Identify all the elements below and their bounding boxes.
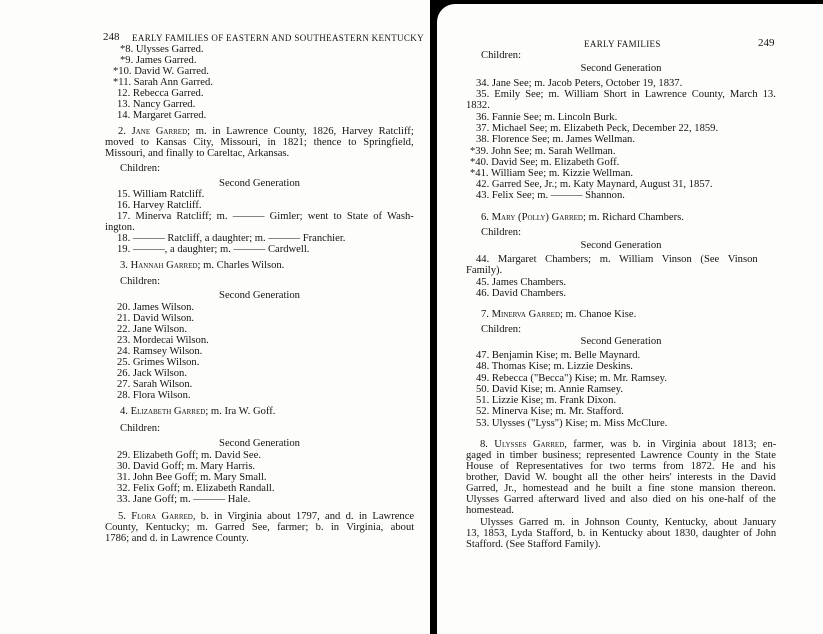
right-text-line: 35. Emily See; m. William Short in Lawrence County, March 13. bbox=[476, 89, 776, 100]
right-text-line: 1832. bbox=[466, 100, 490, 111]
left-text-line: 3. Hannah Garred; m. Charles Wilson. bbox=[120, 260, 285, 271]
left-text-line: 28. Flora Wilson. bbox=[117, 390, 191, 401]
right-text-line: 53. Ulysses ("Lyss") Kise; m. Miss McClure. bbox=[476, 418, 668, 429]
right-running-head: EARLY FAMILIES bbox=[584, 39, 661, 49]
right-text-line: 37. Michael See; m. Elizabeth Peck, December 22, 1859. bbox=[476, 123, 719, 134]
right-text-line: 51. Lizzie Kise; m. Frank Dixon. bbox=[476, 395, 617, 406]
right-text-line: 49. Rebecca ("Becca") Kise; m. Mr. Ramsey. bbox=[476, 373, 667, 384]
right-text-line: 50. David Kise; m. Annie Ramsey. bbox=[476, 384, 624, 395]
right-text-line: Children: bbox=[481, 50, 522, 61]
left-text-line: 27. Sarah Wilson. bbox=[117, 379, 193, 390]
left-text-line: 13. Nancy Garred. bbox=[117, 99, 196, 110]
right-text-line: Second Generation bbox=[580, 63, 662, 74]
left-text-line: ington. bbox=[105, 222, 135, 233]
right-text-line: Second Generation bbox=[580, 240, 662, 251]
left-text-line: 21. David Wilson. bbox=[117, 313, 195, 324]
right-text-line: Children: bbox=[481, 324, 522, 335]
right-text-line: 47. Benjamin Kise; m. Belle Maynard. bbox=[476, 350, 641, 361]
right-text-line: 48. Thomas Kise; m. Lizzie Deskins. bbox=[476, 361, 633, 372]
left-text-line: 1786; and d. in Lawrence County. bbox=[105, 533, 249, 544]
left-text-line: 20. James Wilson. bbox=[117, 302, 195, 313]
right-text-line: 34. Jane See; m. Jacob Peters, October 19, 1837. bbox=[476, 78, 683, 89]
left-text-line: 15. William Ratcliff. bbox=[117, 189, 205, 200]
right-text-line: Children: bbox=[481, 227, 522, 238]
left-text-line: Children: bbox=[120, 163, 161, 174]
left-text-line: *9. James Garred. bbox=[120, 55, 197, 66]
right-family-head-name: Ulysses Garred bbox=[494, 439, 565, 450]
left-family-head-name: Hannah Garred bbox=[130, 260, 198, 271]
left-text-line: 17. Minerva Ratcliff; m. ——— Gimler; went to State of Wash- bbox=[117, 211, 414, 222]
right-text-line: *40. David See; m. Elizabeth Goff. bbox=[470, 157, 620, 168]
right-text-line: Stafford. (See Stafford Family). bbox=[466, 539, 601, 550]
right-text-line: 45. James Chambers. bbox=[476, 277, 567, 288]
right-text-line: *41. William See; m. Kizzie Wellman. bbox=[470, 168, 634, 179]
left-text-line: County, Kentucky; m. Garred See, farmer; b. in Virginia, about bbox=[105, 522, 415, 533]
right-text-line: 44. Margaret Chambers; m. William Vinson (See Vinson bbox=[476, 254, 758, 265]
right-text-line: Garred, Jr., homestead and he built a fine stone mansion thereon. bbox=[466, 483, 776, 494]
left-text-line: 31. John Bee Goff; m. Mary Small. bbox=[117, 472, 267, 483]
left-family-head-name: Flora Garred bbox=[131, 511, 193, 522]
right-text-line: 6. Mary (Polly) Garred; m. Richard Chambers. bbox=[481, 212, 684, 223]
left-text-line: 2. Jane Garred; m. in Lawrence County, 1826, Harvey Ratcliff; bbox=[118, 126, 414, 137]
left-text-line: *8. Ulysses Garred. bbox=[120, 44, 204, 55]
left-family-head-name: Elizabeth Garred bbox=[130, 406, 206, 417]
left-text-line: 22. Jane Wilson. bbox=[117, 324, 187, 335]
right-text-line: brother, David W. bought all the other heirs' interests in the David bbox=[466, 472, 776, 483]
left-text-line: 24. Ramsey Wilson. bbox=[117, 346, 203, 357]
left-text-line: 5. Flora Garred, b. in Virginia about 1797, and d. in Lawrence bbox=[118, 511, 415, 522]
right-text-line: Ulysses Garred m. in Johnson County, Kentucky, about January bbox=[480, 517, 777, 528]
right-page bbox=[437, 4, 823, 634]
right-text-line: Ulysses Garred afterward lived and also died on his one-half of the bbox=[466, 494, 776, 505]
left-text-line: moved to Kansas City, Missouri, in 1821; thence to Springfield, bbox=[105, 137, 414, 148]
left-text-line: 33. Jane Goff; m. ——— Hale. bbox=[117, 494, 251, 505]
left-text-line: 14. Margaret Garred. bbox=[117, 110, 207, 121]
left-text-line: *11. Sarah Ann Garred. bbox=[113, 77, 213, 88]
left-family-head-name: Jane Garred bbox=[131, 126, 188, 137]
left-text-line: 25. Grimes Wilson. bbox=[117, 357, 200, 368]
left-text-line: 19. ———, a daughter; m. ——— Cardwell. bbox=[117, 244, 310, 255]
left-text-line: Second Generation bbox=[219, 438, 300, 449]
left-text-line: Children: bbox=[120, 276, 161, 287]
left-text-line: 4. Elizabeth Garred; m. Ira W. Goff. bbox=[120, 406, 276, 417]
right-text-line: Family). bbox=[466, 265, 503, 276]
left-text-line: 32. Felix Goff; m. Elizabeth Randall. bbox=[117, 483, 275, 494]
left-text-line: *10. David W. Garred. bbox=[113, 66, 209, 77]
left-text-line: Missouri, and finally to Careltac, Arkansas. bbox=[105, 148, 290, 159]
right-text-line: gaged in timber business; represented Lawrence County in the State bbox=[466, 450, 777, 461]
left-text-line: 30. David Goff; m. Mary Harris. bbox=[117, 461, 256, 472]
right-family-head-name: Mary (Polly) Garred bbox=[491, 212, 583, 223]
right-text-line: 43. Felix See; m. ——— Shannon. bbox=[476, 190, 625, 201]
right-text-line: 8. Ulysses Garred, farmer, was b. in Virginia about 1813; en- bbox=[480, 439, 777, 450]
right-page-number: 249 bbox=[758, 37, 775, 49]
left-text-line: 16. Harvey Ratcliff. bbox=[117, 200, 202, 211]
right-text-line: Second Generation bbox=[580, 336, 662, 347]
right-text-line: 52. Minerva Kise; m. Mr. Stafford. bbox=[476, 406, 624, 417]
right-text-line: 13, 1853, Lyda Stafford, b. in Kentucky about 1830, daughter of John bbox=[466, 528, 777, 539]
left-text-line: 23. Mordecai Wilson. bbox=[117, 335, 209, 346]
right-text-line: 7. Minerva Garred; m. Chanoe Kise. bbox=[481, 309, 637, 320]
right-text-line: 38. Florence See; m. James Wellman. bbox=[476, 134, 635, 145]
right-text-line: homestead. bbox=[466, 505, 514, 516]
left-page-number: 248 bbox=[103, 31, 120, 43]
left-running-head: EARLY FAMILIES OF EASTERN AND SOUTHEASTERN KENTUCKY bbox=[132, 33, 424, 43]
right-text-line: *39. John See; m. Sarah Wellman. bbox=[470, 146, 616, 157]
right-text-line: 42. Garred See, Jr.; m. Katy Maynard, August 31, 1857. bbox=[476, 179, 713, 190]
left-text-line: Children: bbox=[120, 423, 161, 434]
right-family-head-name: Minerva Garred bbox=[491, 309, 561, 320]
left-text-line: 12. Rebecca Garred. bbox=[117, 88, 204, 99]
right-text-line: 46. David Chambers. bbox=[476, 288, 567, 299]
left-text-line: 18. ——— Ratcliff, a daughter; m. ——— Franchier. bbox=[117, 233, 346, 244]
left-text-line: 29. Elizabeth Goff; m. David See. bbox=[117, 450, 261, 461]
right-text-line: 36. Fannie See; m. Lincoln Burk. bbox=[476, 112, 618, 123]
left-text-line: Second Generation bbox=[219, 178, 300, 189]
right-text-line: House of Representatives for two terms from 1872. He and his bbox=[466, 461, 776, 472]
left-text-line: 26. Jack Wilson. bbox=[117, 368, 187, 379]
left-text-line: Second Generation bbox=[219, 290, 300, 301]
